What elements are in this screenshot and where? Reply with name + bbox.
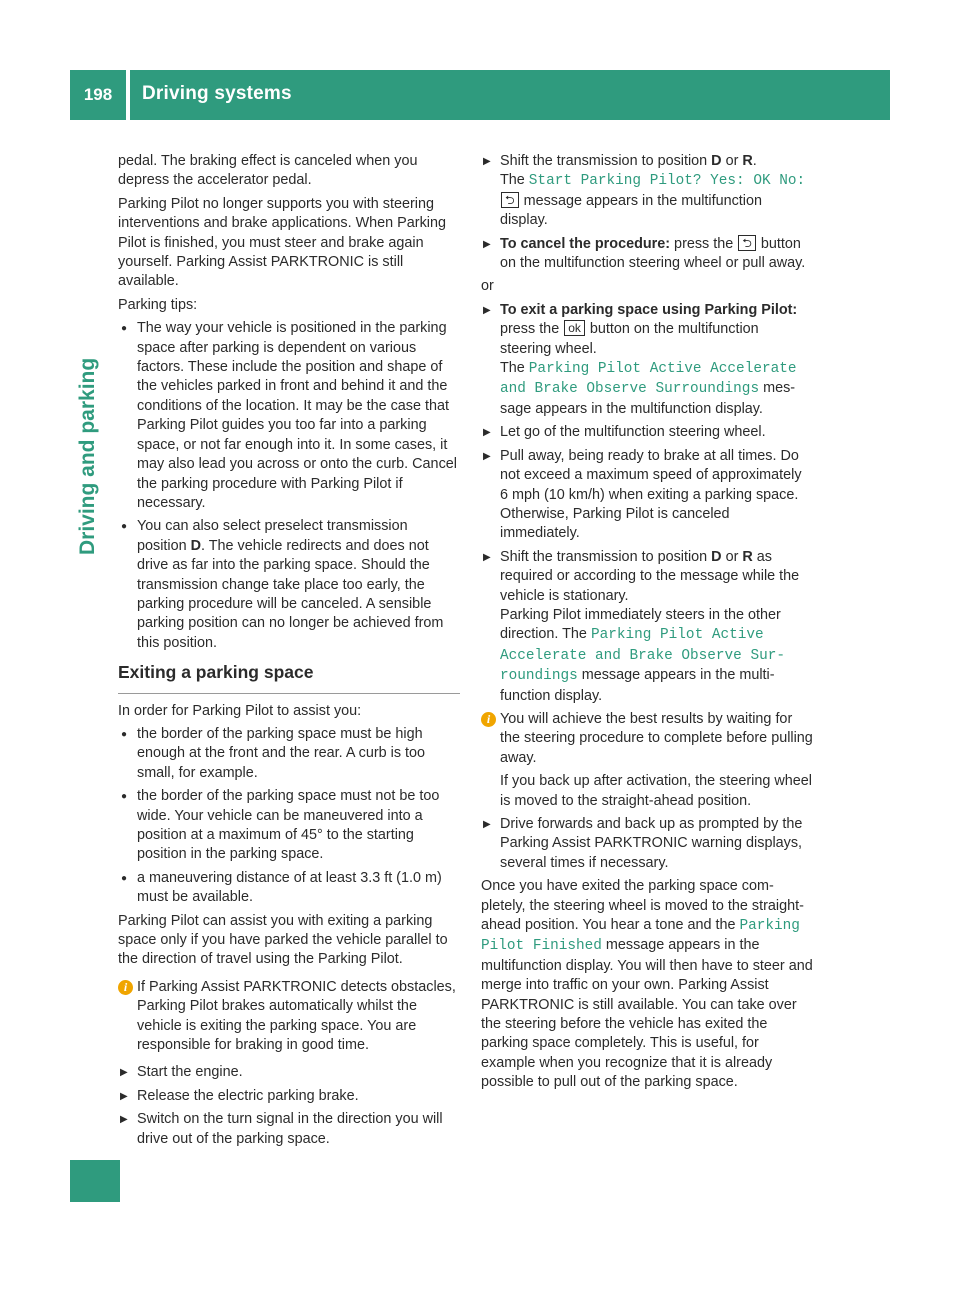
display-message: Parking Pilot Active Accelerate and Brake Observe Surroundings xyxy=(500,361,797,398)
list-item: ● The way your vehicle is positioned in the parking space after parking is dependent on various factors. These include the position and shape of the vehicles parked in front and behind it and the conditions of the location. It may be the case that Parking Pilot guides you too far into a parking space, or not far enough into it. In some cases, it may also lead you across or onto the curb. Cancel the parking procedure with Parking Pilot if necessary. xyxy=(118,319,460,513)
header-divider xyxy=(126,70,130,120)
step-item: ▶ Switch on the turn signal in the direction you will drive out of the parking space. xyxy=(118,1110,460,1149)
display-message: Parking Pilot Active Accelerate and Brake Observe Surroundings xyxy=(500,627,785,685)
paragraph: Once you have exited the parking space completely, the steering wheel is moved to the straight-ahead position. You hear a tone and the Parking Pilot Finished message appears in the multifunction display. You will then have to steer and merge into traffic on your own. Parking Assist PARKTRONIC is still available. You can take over the steering before the vehicle has exited the parking space completely. This is useful, for example when you recognize that it is already possible to pull out of the parking space. xyxy=(481,878,813,1091)
paragraph: Parking Pilot no longer supports you with steering interventions and brake applications. When Parking Pilot is finished, you must steer and brake again yourself. Parking Assist PARKTRONIC is still available. xyxy=(118,195,446,290)
or-label: or xyxy=(481,278,494,295)
section-side-label: Driving and parking xyxy=(76,357,99,555)
section-heading: Exiting a parking space xyxy=(118,663,460,693)
paragraph: Parking Pilot can assist you with exiting a parking space only if you have parked the vehicle parallel to the direction of travel using the Parking Pilot. xyxy=(118,912,448,968)
step-item: ▶ To cancel the procedure: press the ⮌ button on the multifunction steering wheel or pull away. xyxy=(481,235,813,274)
step-item: ▶ Start the engine. xyxy=(118,1063,460,1082)
list-item: ● You can also select preselect transmission position D. The vehicle redirects and does not drive as far into the parking space. Should the transmission change take place too early, the parking procedure will be canceled. A sensible parking position can no longer be achieved from this position. xyxy=(118,517,460,653)
info-note: i You will achieve the best results by waiting for the steering procedure to complete before pulling away. xyxy=(481,710,813,768)
step-item: ▶ Drive forwards and back up as prompted by the Parking Assist PARKTRONIC warning displays, several times if necessary. xyxy=(481,815,813,873)
section-tab xyxy=(70,1160,120,1202)
right-column xyxy=(481,152,813,1097)
info-icon: i xyxy=(118,980,133,995)
step-item: ▶ Let go of the multifunction steering wheel. xyxy=(481,423,813,442)
back-button-icon: ⮌ xyxy=(501,192,519,208)
paragraph: If you back up after activation, the steering wheel is moved to the straight-ahead position. xyxy=(500,773,812,809)
display-message: Parking Pilot Finished xyxy=(481,918,800,955)
info-note: i If Parking Assist PARKTRONIC detects obstacles, Parking Pilot brakes automatically whilst the vehicle is exiting the parking space. You are responsible for braking in good time. xyxy=(118,978,460,1056)
step-item: ▶ Shift the transmission to position D or R as required or according to the message while the vehicle is stationary. Parking Pilot immediately steers in the other direction. The Parking Pilot Active Accelerate and Brake Observe Surroundings message appears in the multifunction display. xyxy=(481,548,813,706)
info-icon: i xyxy=(481,712,496,727)
left-column xyxy=(118,152,460,1153)
list-item: ● the border of the parking space must be high enough at the front and the rear. A curb is too small, for example. xyxy=(118,725,460,783)
list-item: ● the border of the parking space must not be too wide. Your vehicle can be maneuvered into a position at a maximum of 45° to the starting position in the parking space. xyxy=(118,787,460,865)
page-title: Driving systems xyxy=(142,83,292,104)
paragraph: Parking tips: xyxy=(118,296,198,313)
paragraph: pedal. The braking effect is canceled when you depress the accelerator pedal. xyxy=(118,153,418,189)
paragraph: In order for Parking Pilot to assist you: xyxy=(118,702,362,719)
back-button-icon: ⮌ xyxy=(738,235,756,251)
list-item: ● a maneuvering distance of at least 3.3 ft (1.0 m) must be available. xyxy=(118,869,460,908)
step-item: ▶ To exit a parking space using Parking Pilot: press the ok button on the multifunction steering wheel. The Parking Pilot Active Accelerate and Brake Observe Surroundings message appears in the multifunction display. xyxy=(481,301,813,419)
step-item: ▶ Shift the transmission to position D or R. The Start Parking Pilot? Yes: OK No: ⮌ message appears in the multifunction display. xyxy=(481,152,813,231)
display-message: Start Parking Pilot? Yes: OK No: xyxy=(528,173,806,190)
step-item: ▶ Pull away, being ready to brake at all times. Do not exceed a maximum speed of approximately 6 mph (10 km/h) when exiting a parking space. Otherwise, Parking Pilot is canceled immediately. xyxy=(481,447,813,544)
page-number: 198 xyxy=(83,85,113,104)
step-item: ▶ Release the electric parking brake. xyxy=(118,1087,460,1106)
ok-button-icon: ok xyxy=(564,320,585,336)
